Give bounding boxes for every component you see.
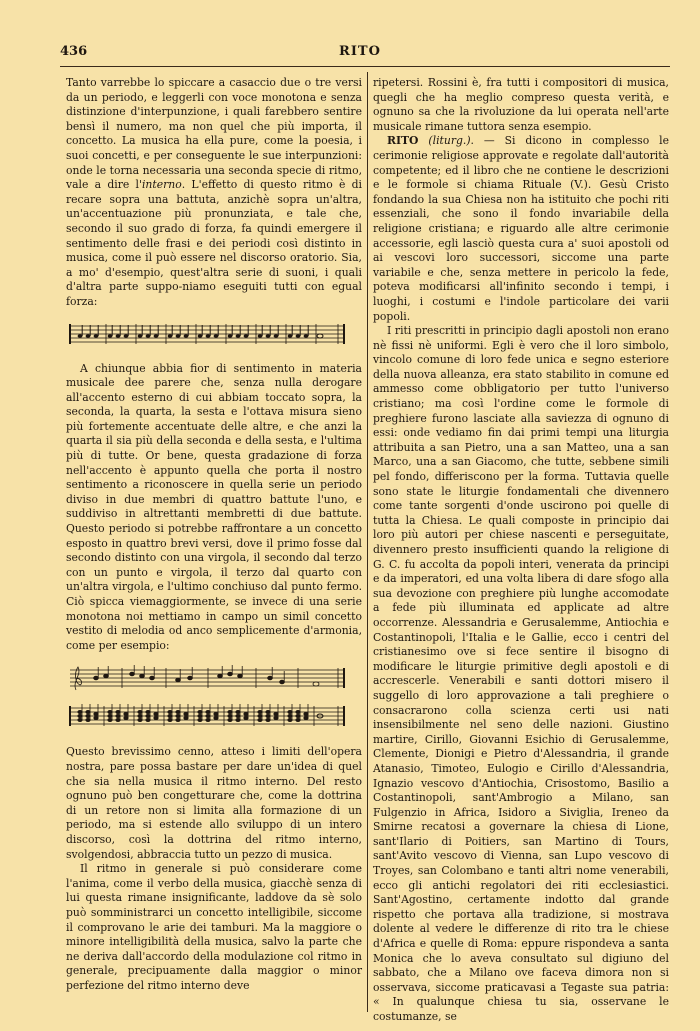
left-paragraph-2: A chiunque abbia fior di sentimento in materia musicale dee parere che, senza nulla derogare all'accento esterno di cui abbiam toccato sopra, la seconda, la quarta, la sesta e l'ottava misura sieno più fortemente accentuate delle altre, e che anzi la quarta il sia più della seconda e della sesta, e l'ultima più di tutte. Or bene, questa gradazione di forza nell'accento è appunto quella che porta il nostro sentimento a riconoscere in quella serie un periodo diviso in due membri di quattro battute l'uno, e suddiviso in altrettanti membretti di due battute. Questo periodo si potrebbe raffrontare a un concetto esposto in quattro brevi versi, dove il primo fosse dal secondo distinto con una virgola, il secondo dal terzo con un punto e virgola, il terzo dal quarto con un'altra virgola, e l'ultimo conchiuso dal punto fermo. Ciò spicca viemaggiormente, se invece di una serie monotona noi mettiamo in campo un simil concetto vestito di melodia od anco semplicemente d'armonia, come per esempio: — [66, 361, 362, 652]
running-title: RITO — [339, 44, 381, 59]
left-paragraph-3: Questo brevissimo cenno, atteso i limiti dell'opera nostra, pare possa bastare per dare un'idea di quel che sia nella musica il ritmo interno. Del resto ognuno può ben congetturare che, come la dottrina di un retore non si limita alla formazione di un periodo, ma si estende allo sviluppo di un intero discorso, così la dottrina del ritmo interno, svolgendosi, abbraccia tutto un pezzo di musica. — [66, 745, 362, 861]
right-paragraph-2: RITO (liturg.). — Si dicono in complesso le cerimonie religiose approvate e regolate dall'autorità competente; ed il libro che ne contiene le descrizioni e le formole si chiama Rituale (V.). Gesù Cristo fondando la sua Chiesa non ha istituito che pochi riti essenziali, che sono il fondo invariabile della religione cristiana; e riguardo alle altre cerimonie accessorie, egli lasciò questa cura a' suoi apostoli od ai vescovi loro successori, siccome una parte variabile e che, senza mettere in pericolo la fede, poteva modificarsi all'infinito secondo i tempi, i luoghi, i costumi e l'indole particolare dei varii popoli. — [373, 134, 669, 323]
left-paragraph-4: Il ritmo in generale si può considerare come l'anima, come il verbo della musica, giacchè senza di lui questa rimane insignificante, laddove da sè solo può somministrarci un concetto intelligibile, siccome il comprovano le arie dei tamburi. Ma la maggiore o minore intelligibilità della musica, salvo la parte che ne deriva dall'accordo della modulazione col ritmo in generale, precipuamente dalla maggior o minor perfezione del ritmo interno deve — [66, 862, 362, 992]
page-number: 436 — [60, 44, 88, 59]
column-divider — [367, 72, 368, 1012]
entry-abbreviation: (liturg.) — [428, 134, 471, 148]
page-header — [60, 44, 660, 64]
left-paragraph-1: Tanto varrebbe lo spiccare a casaccio due o tre versi da un periodo, e leggerli con voce monotona e senza distinzione d'interpunzione, i quali farebbero sentire bensì il numero, ma non quel che più importa, il concetto. La musica ha ella pure, come la poesia, i suoi concetti, e per conseguente le sue interpunzioni: onde le torna necessaria una seconda specie di ritmo, vale a dire l'interno. L'effetto di questo ritmo è di recare sopra una battuta, anzichè sopra un'altra, un'accentuazione più pronunziata, e tale che, secondo il suo grado di forza, fa quindi emergere il sentimento delle frasi e dei periodi così distinto in musica, come il può essere nel discorso oratorio. Sia, a mo' d'esempio, quest'altra serie di suoni, i quali d'altra parte suppo-niamo eseguiti tutti con egual forza: — [66, 76, 362, 308]
header-rule — [60, 66, 670, 67]
harmony-example-staff — [66, 701, 348, 731]
right-column — [373, 76, 669, 1025]
italic-term: interno — [141, 178, 182, 192]
rhythm-example-staff — [66, 320, 348, 348]
right-paragraph-1: ripetersi. Rossini è, fra tutti i compositori di musica, quegli che ha meglio compreso questa verità, e ognuno sa che la rivoluzione da lui operata nell'arte musicale rimane tuttora senza esempio. — [373, 76, 669, 133]
melody-example-staff — [66, 663, 348, 693]
right-paragraph-3: I riti prescritti in principio dagli apostoli non erano nè fissi nè uniformi. Egli è vero che il loro simbolo, vincolo comune di loro fede unica e segno esteriore della nuova alleanza, era stato stabilito in comune ed ammesso come obbligatorio per tutto l'universo cristiano; ma così l'ordine come le formole di preghiere furono lasciate alla saviezza di ognuno di essi: onde vediamo fin dai primi tempi una liturgia attribuita a san Pietro, una a san Matteo, una a san Marco, una a san Giacomo, che tutte, sebbene simili pel fondo, differiscono per la forma. Tuttavia quelle sono state le liturgie fondamentali che divennero come tante sorgenti d'onde uscirono poi quelle di tutta la Chiesa. Le quali composte in principio dai loro più autori per chiese nascenti e perseguitate, divennero presto insufficienti quando la religione di G. C. fu accolta da popoli interi, venerata da principi e da imperatori, ed una volta libera di dare sfogo alla sua devozione con preghiere più lunghe accomodate a fede più illuminata ed applicate ad altre occorrenze. Alessandria e Gerusalemme, Antiochia e Costantinopoli, l'Italia e le Gallie, ecco i centri del cristianesimo ove si fece sentire il bisogno di modificare le liturgie primitive degli apostoli e di accrescerle. Venerabili e santi dottori misero il suggello di loro approvazione a tali preghiere o consacrarono colla scienza certi usi nati insensibilmente nel seno delle nazioni. Giustino martire, Cirillo, Giovanni Esichio di Gerusalemme, Clemente, Dionigi e Pietro d'Alessandria, il grande Atanasio, Timoteo, Eulogio e Cirillo d'Alessandria, Ignazio vescovo d'Antiochia, Crisostomo, Basilio a Costantinopoli, sant'Ambrogio a Milano, san Fulgenzio in Africa, Isidoro a Siviglia, Ireneo da Smirne recatosi a governare la chiesa di Lione, sant'Ilario di Poitiers, san Martino di Tours, sant'Avito vescovo di Vienna, san Lupo vescovo di Troyes, san Colombano e tanti altri nome venerabili, ecco gli antichi regolatori dei riti ecclesiastici. Sant'Agostino, certamente indotto dal grande rispetto che portava alla tradizione, si mostrava dolente al vedere le differenze di rito tra le chiese d'Africa e quelle di Roma: eppure rispondeva a santa Monica che lo aveva consultato sul digiuno del sabbato, che a Milano ove faceva dimora non si osservava, siccome praticavasi a Tegaste sua patria: « In qualunque chiesa tu sia, osservane le costumanze, se — [373, 324, 669, 1023]
left-column — [66, 76, 362, 993]
entry-headword: RITO — [387, 134, 419, 148]
